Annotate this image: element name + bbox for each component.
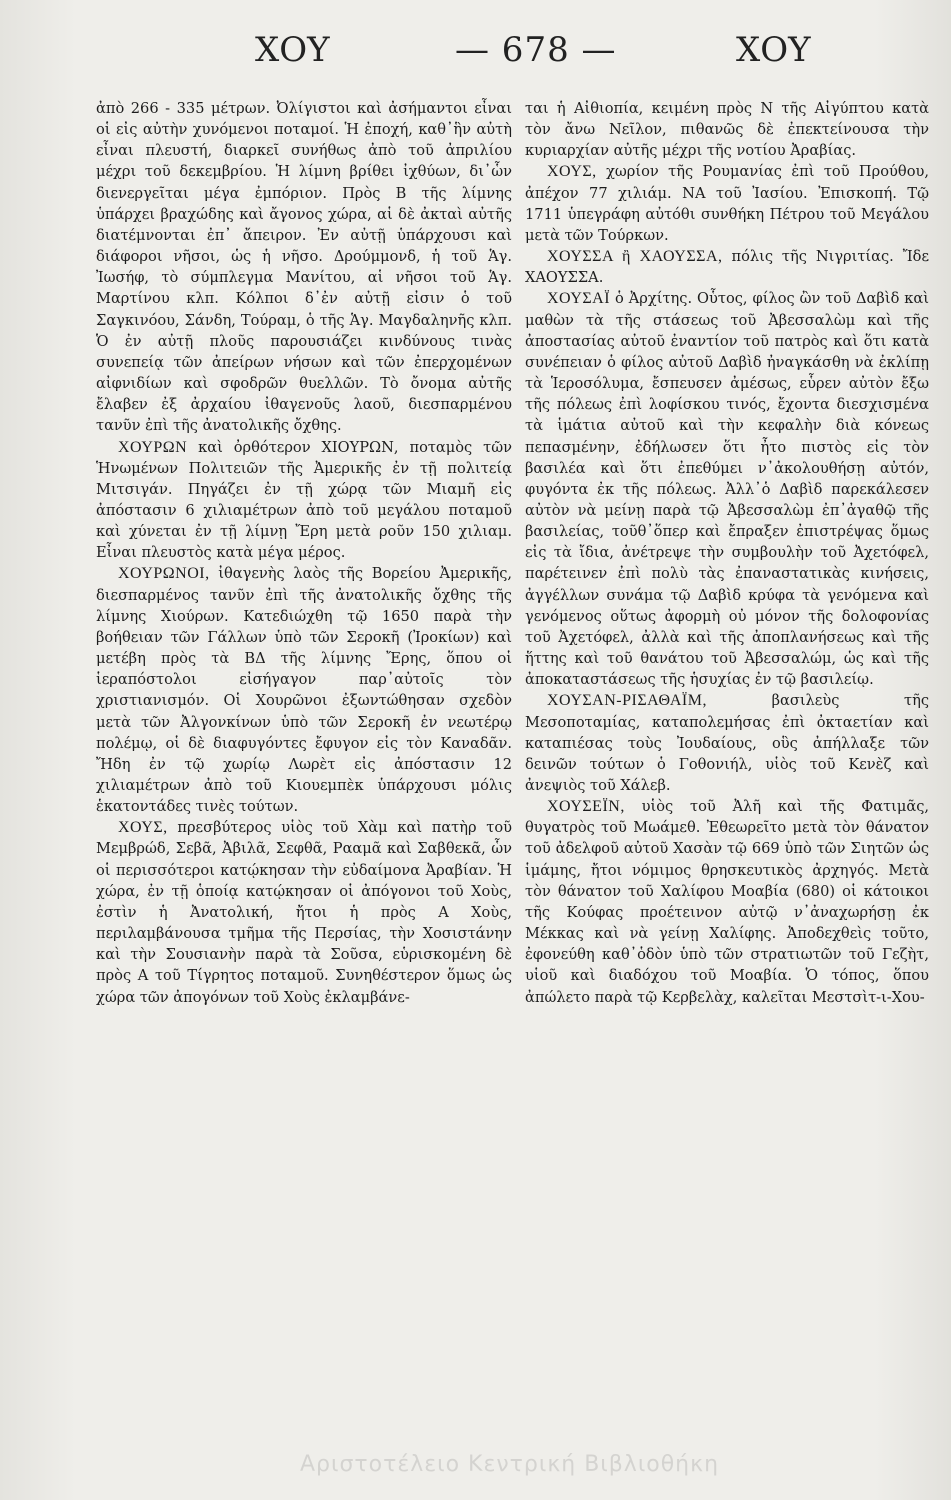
entry-text: υἱὸς τοῦ Ἀλῆ καὶ τῆς Φατιμᾶς, θυγατρὸς τοῦ Μωάμεθ. Ἐθεωρεῖτο μετὰ τὸν θάνατον τοῦ ἀδελφοῦ αὐτοῦ Χασὰν τῷ 669 ὑπὸ τῶν Σιητῶν ὡς ἱμάμης, ἤτοι νόμιμος θρησκευτικὸς ἀρχηγός. Μετὰ τὸν θάνατον τοῦ Χαλίφου Μοαβία (680) οἱ κάτοικοι τῆς Κούφας προέτεινον αὐτῷ ν᾽ἀναχωρήσῃ ἐκ Μέκκας καὶ νὰ γείνῃ Χαλίφης. Ἀποδεχθεὶς τοῦτο, ἐφονεύθη καθ᾽ὁδὸν ὑπὸ τῶν στρατιωτῶν τοῦ Γεζὴτ, υἱοῦ καὶ διαδόχου τοῦ Μοαβία. Ὁ τόπος, ὅπου ἀπώλετο παρὰ τῷ Κερβελὰχ, καλεῖται Μεστσὶτ-ι-Χου-: [525, 798, 930, 1006]
entry-chouronoi: [96, 563, 512, 817]
entry-text: πρεσβύτερος υἱὸς τοῦ Χὰμ καὶ πατὴρ τοῦ Μεμβρώδ, Σεβᾶ, Ἀβιλᾶ, Σεφθᾶ, Ρααμᾶ καὶ Σαβθεκᾶ, ὧν οἱ περισσότεροι κατῴκησαν τὴν εὐδαίμονα Ἀραβίαν. Ἡ χώρα, ἐν τῇ ὁποίᾳ κατῴκησαν οἱ ἀπόγονοι τοῦ Χοὺς, ἐστὶν ἡ Ἀνατολική, ἤτοι ἡ πρὸς Α Χοὺς, περιλαμβάνουσα τμῆμα τῆς Περσίας, τὴν Χοσιστάνην καὶ τὴν Σουσιανὴν παρὰ τὰ Σοῦσα, εὑρισκομένη δὲ πρὸς Α τοῦ Τίγρητος ποταμοῦ. Συνηθέστερον ὅμως ὡς χώρα τῶν ἀπογόνων τοῦ Χοὺς ἐκλαμβάνε-: [96, 819, 513, 1006]
header-left: ΧΟΥ: [255, 30, 330, 70]
entry-headword: ΧΟΥΣΕΪΝ,: [547, 798, 625, 816]
entry-headword: ΧΟΥΣΣΑ ἢ ΧΑΟΥΣΣΑ,: [547, 248, 723, 266]
entry-headword: ΧΟΥΡΩΝΟΙ,: [118, 565, 210, 583]
entry-text: ὁ Ἀρχίτης. Οὗτος, φίλος ὢν τοῦ Δαβὶδ καὶ μαθὼν τὰ τῆς στάσεως τοῦ Ἀβεσσαλὼμ καὶ τῆς ἀποστασίας αὐτοῦ ἐναντίον τοῦ πατρὸς καὶ ὅτι κατὰ συνέπειαν ὁ φίλος αὐτοῦ Δαβὶδ ἠναγκάσθη νὰ ἐκλίπῃ τὰ Ἱεροσόλυμα, ἔσπευσεν ἀμέσως, εὗρεν αὐτὸν ἔξω τῆς πόλεως ἐπὶ λοφίσκου τινός, ἔχοντα διεσχισμένα τὰ ἱμάτια αὐτοῦ καὶ τὴν κεφαλὴν διὰ κόνεως πεπασμένην, ἐδήλωσεν ὅτι ἦτο πιστὸς εἰς τὸν βασιλέα καὶ ὅτι ἐπεθύμει ν᾽ἀκολουθήσῃ αὐτόν, φυγόντα ἐκ τῆς πόλεως. Ἀλλ᾽ὁ Δαβὶδ παρεκάλεσεν αὐτὸν νὰ μείνῃ παρὰ τῷ Ἀβεσσαλὼμ ἐπ᾽ἀγαθῷ τῆς βασιλείας, τοῦθ᾽ὅπερ καὶ ἔπραξεν ἐπιστρέψας ὅμως εἰς τὰ ἴδια, ἀνέτρεψε τὴν συμβουλὴν τοῦ Ἀχετόφελ, παρέτεινεν ἐπὶ πολὺ τὰς ἐπαναστατικὰς κινήσεις, ἀγγέλλων συνάμα τῷ Δαβὶδ κρύφα τὰ γενόμενα καὶ γενόμενος οὕτως ἀφορμὴ οὐ μόνον τῆς δολοφονίας τοῦ Ἀχετόφελ, ἀλλὰ καὶ τῆς ἀποπλανήσεως καὶ τῆς ἥττης καὶ τοῦ θανάτου τοῦ Ἀβεσσαλώμ, ὡς καὶ τῆς ἀποκαταστάσεως τῆς ἡσυχίας ἐν τῷ βασιλείῳ.: [525, 290, 930, 689]
entry-text: βασιλεὺς τῆς Μεσοποταμίας, καταπολεμήσας ἐπὶ ὀκταετίαν καὶ καταπιέσας τοὺς Ἰουδαίους, οὓς ἀπήλλαξε τῶν δεινῶν τούτων ὁ Γοθονιήλ, υἱὸς τοῦ Κενὲζ καὶ ἀνεψιὸς τοῦ Χάλεβ.: [525, 692, 929, 794]
running-head: [0, 30, 951, 80]
page-number: — 678 —: [455, 30, 617, 70]
entry-text: καὶ ὀρθότερον ΧΙΟΥΡΩΝ, ποταμὸς τῶν Ἡνωμένων Πολιτειῶν τῆς Ἀμερικῆς ἐν τῇ πολιτείᾳ Μιτσιγάν. Πηγάζει ἐν τῇ χώρᾳ τῶν Μιαμῆ εἰς ἀπόστασιν 6 χιλιαμέτρων ἀπὸ τοῦ μεγάλου ποταμοῦ καὶ χύνεται ἐν τῇ λίμνῃ Ἔρη μετὰ ροῦν 150 χιλιαμ. Εἶναι πλευστὸς κατὰ μέγα μέρος.: [96, 438, 512, 562]
entry-chousai: [525, 288, 929, 690]
entry-headword: ΧΟΥΣΑΪ: [547, 290, 611, 308]
entry-text: πόλις τῆς Νιγριτίας. Ἴδε ΧΑΟΥΣΣΑ.: [525, 248, 930, 287]
entry-continuation: [96, 98, 512, 437]
entry-headword: ΧΟΥΣΑΝ-ΡΙΣΑΘΑΪΜ,: [547, 692, 707, 710]
entry-choussa: [525, 246, 929, 288]
library-watermark: Αριστοτέλειο Κεντρική Βιβλιοθήκη: [300, 1452, 720, 1477]
entry-text: χωρίον τῆς Ρουμανίας ἐπὶ τοῦ Προύθου, ἀπέχον 77 χιλιάμ. ΝΑ τοῦ Ἰασίου. Ἐπισκοπή. Τῷ 1711 ὑπεγράφη αὐτόθι συνθήκη Πέτρου τοῦ Μεγάλου μετὰ τῶν Τούρκων.: [525, 163, 929, 244]
header-right: ΧΟΥ: [736, 30, 811, 70]
entry-continuation: [525, 98, 929, 161]
entry-headword: ΧΟΥΡΩΝ: [118, 438, 188, 456]
left-column: [96, 98, 512, 1008]
entry-text: ται ἡ Αἰθιοπία, κειμένη πρὸς Ν τῆς Αἰγύπτου κατὰ τὸν ἄνω Νεῖλον, πιθανῶς δὲ ἐπεκτείνουσα τὴν κυριαρχίαν αὐτῆς μέχρι τῆς νοτίου Ἀραβίας.: [525, 100, 929, 160]
entry-text: ἰθαγενὴς λαὸς τῆς Βορείου Ἀμερικῆς, διεσπαρμένος τανῦν ἐπὶ τῆς ἀνατολικῆς ὄχθης τῆς λίμνης Χιούρων. Κατεδιώχθη τῷ 1650 παρὰ τὴν βοήθειαν τῶν Γάλλων ὑπὸ τῶν Σεροκῆ (Ἰροκίων) καὶ μετέβη πρὸς τὰ ΒΔ τῆς λίμνης Ἔρης, ὅπου οἱ ἱεραπόστολοι εἰσήγαγον παρ᾽αὐτοῖς τὸν χριστιανισμόν. Οἱ Χουρῶνοι ἐξωντώθησαν σχεδὸν μετὰ τῶν Ἀλγονκίνων ὑπὸ τῶν Σεροκῆ ἐν νεωτέρῳ πολέμῳ, οἱ δὲ διαφυγόντες ἔφυγον εἰς τὸν Καναδᾶν. Ἤδη ἐν τῷ χωρίῳ Λωρὲτ εἰς ἀπόστασιν 12 χιλιαμέτρων ἀπὸ τοῦ Κιουεμπὲκ ὑπάρχουσι μόλις ἑκατοντάδες τινὲς τούτων.: [96, 565, 513, 816]
entry-chousein: [525, 796, 929, 1008]
entry-chousan-risathaim: [525, 690, 929, 796]
entry-chous-village: [525, 161, 929, 246]
entry-text: ἀπὸ 266 - 335 μέτρων. Ὀλίγιστοι καὶ ἀσήμαντοι εἶναι οἱ εἰς αὐτὴν χυνόμενοι ποταμοί. Ἡ ἐποχή, καθ᾽ἣν αὐτὴ εἶναι πλευστή, διαρκεῖ συνήθως ἀπὸ τοῦ ἀπριλίου μέχρι τοῦ δεκεμβρίου. Ἡ λίμνη βρίθει ἰχθύων, δι᾽ὧν διενεργεῖται μέγα ἐμπόριον. Πρὸς Β τῆς λίμνης ὑπάρχει βραχώδης καὶ ἄγονος χώρα, αἱ δὲ ἀκταὶ αὐτῆς διατέμνονται ἐπ᾽ ἄπειρον. Ἐν αὐτῇ ὑπάρχουσι καὶ διάφοροι νῆσοι, ὡς ἡ νῆσο. Δρούμμονδ, ἡ τοῦ Ἁγ. Ἰωσήφ, τὸ σύμπλεγμα Μανίτου, αἱ νῆσοι τοῦ Ἁγ. Μαρτίνου κλπ. Κόλποι δ᾽ἐν αὐτῇ εἰσιν ὁ τοῦ Σαγκινόου, Σάνδη, Τούραμ, ὁ τῆς Ἁγ. Μαγδαληνῆς κλπ. Ὁ ἐν αὐτῇ πλοῦς παρουσιάζει κινδύνους τινὰς συνεπείᾳ τῶν ἀπείρων νήσων καὶ τῶν ἐπερχομένων αἰφνιδίων καὶ σφοδρῶν θυελλῶν. Τὸ ὄνομα αὐτῆς ἔλαβεν ἐξ ἀρχαίου ἰθαγενοῦς λαοῦ, διεσπαρμένου τανῦν ἐπὶ τῆς ἀνατολικῆς ὄχθης.: [96, 100, 512, 435]
entry-chouron: [96, 437, 512, 564]
entry-headword: ΧΟΥΣ,: [547, 163, 597, 181]
entry-chous: [96, 817, 512, 1007]
right-column: [525, 98, 929, 1008]
entry-headword: ΧΟΥΣ,: [118, 819, 168, 837]
